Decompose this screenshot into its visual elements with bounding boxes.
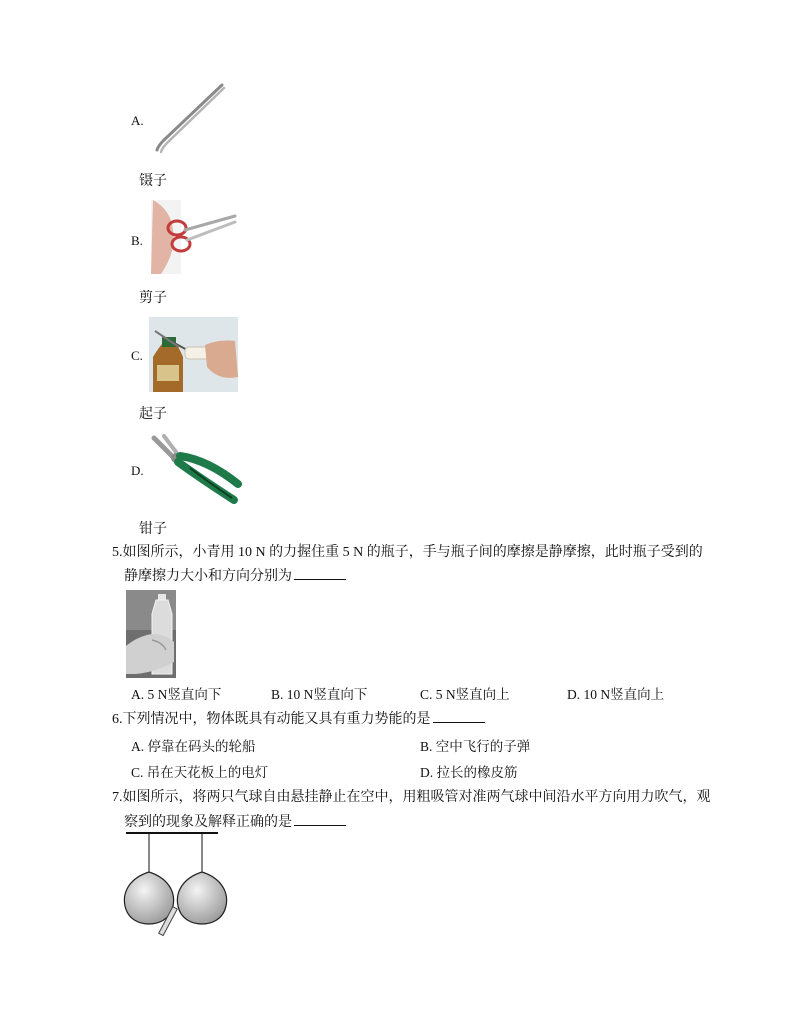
two-balloons-straw-image (120, 830, 230, 938)
q6-option-c[interactable]: C. 吊在天花板上的电灯 (131, 765, 269, 780)
q6-option-b[interactable]: B. 空中飞行的子弹 (420, 739, 531, 754)
pliers-image (150, 434, 242, 506)
option-a-caption: 镊子 (139, 174, 167, 189)
q5-text-line2: 静摩擦力大小和方向分别为 (124, 569, 292, 584)
tweezers-image (152, 82, 228, 154)
q5-option-a[interactable]: A. 5 N竖直向下 (131, 687, 222, 702)
q7-text-line1: 如图所示，将两只气球自由悬挂静止在空中，用粗吸管对准两气球中间沿水平方向用力吹气，观 (122, 790, 711, 805)
q5-option-d[interactable]: D. 10 N竖直向上 (567, 687, 665, 702)
q7-number: 7. (112, 790, 123, 805)
q6-line1 (112, 708, 485, 732)
q5-text-line1: 如图所示，小青用 10 N 的力握住重 5 N 的瓶子，手与瓶子间的摩擦是静摩擦，此时瓶子受到的 (122, 545, 703, 560)
q6-answer-blank[interactable] (433, 708, 485, 723)
q5-line1 (112, 541, 792, 565)
option-d-caption: 钳子 (139, 522, 167, 537)
right-balloon (177, 872, 226, 924)
q6-number: 6. (112, 712, 123, 727)
q5-number: 5. (112, 545, 123, 560)
q6-text: 下列情况中，物体既具有动能又具有重力势能的是 (122, 712, 431, 727)
q6-option-d[interactable]: D. 拉长的橡皮筋 (420, 765, 518, 780)
bottle-opener-image (149, 317, 238, 392)
q5-option-b[interactable]: B. 10 N竖直向下 (271, 687, 368, 702)
option-c-letter: C. (131, 348, 143, 363)
q5-option-c[interactable]: C. 5 N竖直向上 (420, 687, 510, 702)
q7-line1 (112, 786, 792, 810)
hand-holding-bottle-image (126, 590, 176, 678)
option-d-letter: D. (131, 463, 144, 478)
option-a-letter: A. (131, 113, 144, 128)
q6-option-a[interactable]: A. 停靠在码头的轮船 (131, 739, 256, 754)
q7-text-line2: 察到的现象及解释正确的是 (124, 815, 292, 830)
q5-line2 (124, 565, 346, 589)
q7-answer-blank[interactable] (294, 811, 346, 826)
scissors-image (151, 200, 237, 274)
left-balloon (124, 872, 173, 924)
option-b-letter: B. (131, 233, 143, 248)
q5-answer-blank[interactable] (294, 565, 346, 580)
option-b-caption: 剪子 (139, 291, 167, 306)
option-c-caption: 起子 (139, 407, 167, 422)
